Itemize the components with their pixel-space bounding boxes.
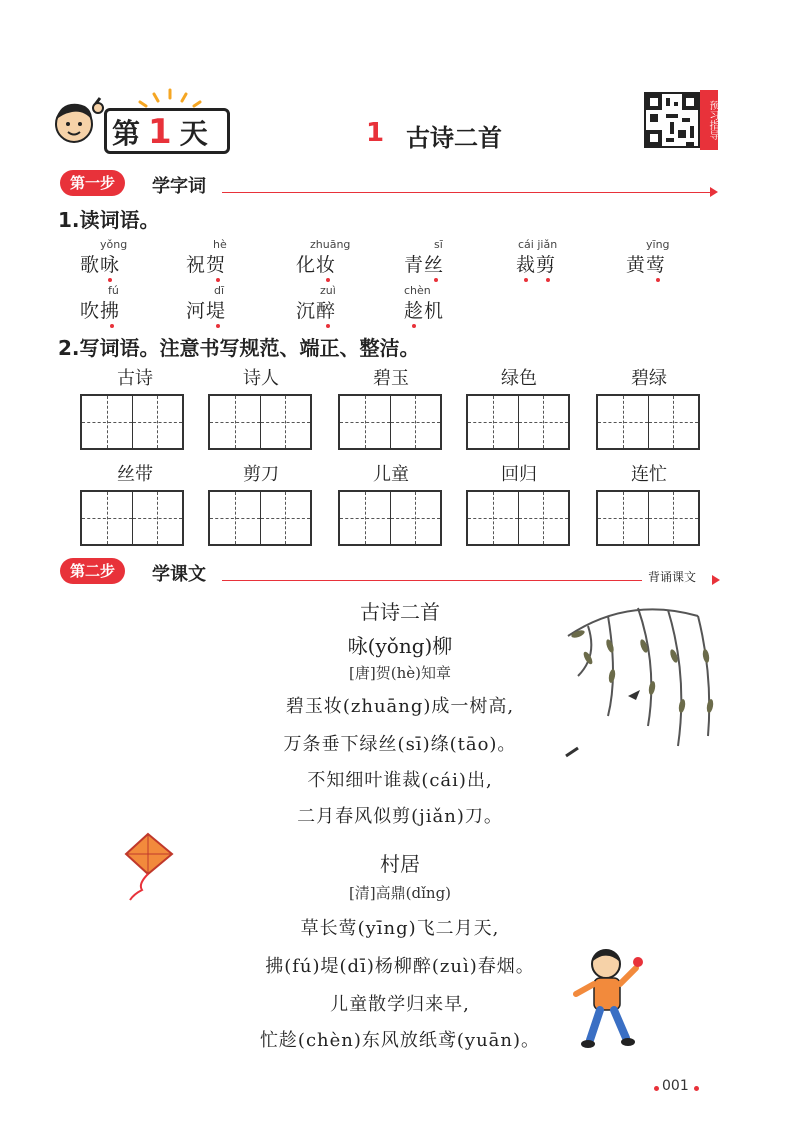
kite-icon xyxy=(120,832,176,902)
swallow-icon xyxy=(628,690,640,700)
word-pinyin: hè xyxy=(213,238,227,251)
word-text: 歌咏 xyxy=(80,254,121,276)
word-pinyin: dī xyxy=(214,284,225,297)
day-number: 1 xyxy=(148,112,174,152)
step1-divider-tip-icon xyxy=(710,187,718,197)
write-word-label: 连忙 xyxy=(631,464,667,485)
q2-title: 2.写词语。注意书写规范、端正、整洁。 xyxy=(58,336,420,360)
day-prefix: 第 xyxy=(112,117,143,150)
step2-divider xyxy=(222,580,642,581)
q1-title: 1.读词语。 xyxy=(58,208,160,232)
poem1-line: 万条垂下绿丝(sī)绦(tāo)。 xyxy=(283,734,517,755)
word-item xyxy=(186,238,246,288)
step1-pill: 第一步 xyxy=(60,170,125,196)
poem2-title: 村居 xyxy=(380,852,420,876)
word-text: 祝贺 xyxy=(186,254,227,276)
word-item xyxy=(626,238,686,288)
writing-grid[interactable] xyxy=(338,490,442,546)
poem1-author: [唐]贺(hè)知章 xyxy=(349,664,451,682)
word-item xyxy=(404,238,464,288)
write-word-label: 回归 xyxy=(501,464,537,485)
writing-grid[interactable] xyxy=(466,394,570,450)
page-number: 001 xyxy=(662,1078,689,1094)
poem2-author: [清]高鼎(dǐng) xyxy=(348,884,452,902)
sun-rays-icon xyxy=(130,84,210,110)
write-word-label: 碧玉 xyxy=(373,368,409,389)
write-word-label: 绿色 xyxy=(501,368,537,389)
step2-pill: 第二步 xyxy=(60,558,125,584)
lesson-title: 古诗二首 xyxy=(406,124,502,152)
writing-grid[interactable] xyxy=(596,394,700,450)
word-pinyin: zuì xyxy=(320,284,336,297)
day-suffix: 天 xyxy=(179,117,210,150)
poem1-line: 不知细叶谁裁(cái)出, xyxy=(307,770,493,791)
word-item xyxy=(296,238,356,288)
qr-tag: 预习指导 xyxy=(700,90,718,150)
word-text: 趁机 xyxy=(404,300,445,322)
write-word-label: 诗人 xyxy=(243,368,279,389)
poem2-line: 草长莺(yīng)飞二月天, xyxy=(300,918,500,939)
write-word-label: 丝带 xyxy=(117,464,153,485)
emphasis-dot xyxy=(326,278,330,282)
step1-title: 学字词 xyxy=(152,176,206,197)
writing-grid[interactable] xyxy=(80,394,184,450)
word-pinyin: chèn xyxy=(404,284,431,297)
emphasis-dot xyxy=(326,324,330,328)
step1-divider xyxy=(222,192,712,193)
poem2-line: 儿童散学归来早, xyxy=(330,994,470,1015)
word-text: 吹拂 xyxy=(80,300,121,322)
word-item xyxy=(296,284,356,334)
emphasis-dot xyxy=(434,278,438,282)
word-pinyin: fú xyxy=(108,284,119,297)
poem1-title: 咏(yǒng)柳 xyxy=(347,634,453,658)
word-pinyin: yǒng xyxy=(100,238,128,251)
write-word-label: 古诗 xyxy=(117,368,153,389)
header-illustration-boy xyxy=(50,96,108,156)
qr-code[interactable] xyxy=(644,92,700,148)
write-word-label: 剪刀 xyxy=(243,464,279,485)
boy-head-icon xyxy=(50,96,108,156)
lesson-number: 1 xyxy=(366,118,385,148)
emphasis-dot xyxy=(108,278,112,282)
word-text: 黄莺 xyxy=(626,254,667,276)
word-text: 青丝 xyxy=(404,254,445,276)
qr-code-icon xyxy=(646,94,698,146)
word-item xyxy=(80,284,140,334)
poem1-line: 二月春风似剪(jiǎn)刀。 xyxy=(297,806,503,827)
poem-group-title: 古诗二首 xyxy=(360,600,440,624)
word-text: 河堤 xyxy=(186,300,227,322)
word-item xyxy=(186,284,246,334)
word-pinyin: cái jiǎn xyxy=(518,238,558,251)
word-pinyin: yīng xyxy=(646,238,670,251)
poem2-line: 忙趁(chèn)东风放纸鸢(yuān)。 xyxy=(259,1030,541,1051)
emphasis-dot xyxy=(412,324,416,328)
writing-grid[interactable] xyxy=(338,394,442,450)
write-word-label: 碧绿 xyxy=(631,368,667,389)
day-heading xyxy=(112,112,210,152)
poem1-line: 碧玉妆(zhuāng)成一树高, xyxy=(285,696,515,717)
step2-divider-tip-icon xyxy=(712,575,720,585)
word-item xyxy=(516,238,576,288)
emphasis-dot xyxy=(110,324,114,328)
step2-title: 学课文 xyxy=(152,564,206,585)
emphasis-dot xyxy=(216,324,220,328)
emphasis-dot xyxy=(216,278,220,282)
willow-branches-icon xyxy=(548,596,724,766)
emphasis-dot xyxy=(546,278,550,282)
emphasis-dot xyxy=(524,278,528,282)
word-item xyxy=(404,284,464,334)
page-dot-right xyxy=(694,1086,699,1091)
page-dot-left xyxy=(654,1086,659,1091)
word-pinyin: zhuāng xyxy=(310,238,351,251)
recite-tip: 背诵课文 xyxy=(648,570,697,584)
writing-grid[interactable] xyxy=(208,490,312,546)
writing-grid[interactable] xyxy=(80,490,184,546)
running-boy-icon xyxy=(566,944,656,1054)
write-word-label: 儿童 xyxy=(373,464,409,485)
poem2-line: 拂(fú)堤(dī)杨柳醉(zuì)春烟。 xyxy=(265,956,535,977)
word-text: 沉醉 xyxy=(296,300,337,322)
word-item xyxy=(80,238,140,288)
writing-grid[interactable] xyxy=(466,490,570,546)
writing-grid[interactable] xyxy=(596,490,700,546)
word-text: 裁剪 xyxy=(516,254,557,276)
word-pinyin: sī xyxy=(434,238,443,251)
writing-grid[interactable] xyxy=(208,394,312,450)
word-text: 化妆 xyxy=(296,254,337,276)
emphasis-dot xyxy=(656,278,660,282)
